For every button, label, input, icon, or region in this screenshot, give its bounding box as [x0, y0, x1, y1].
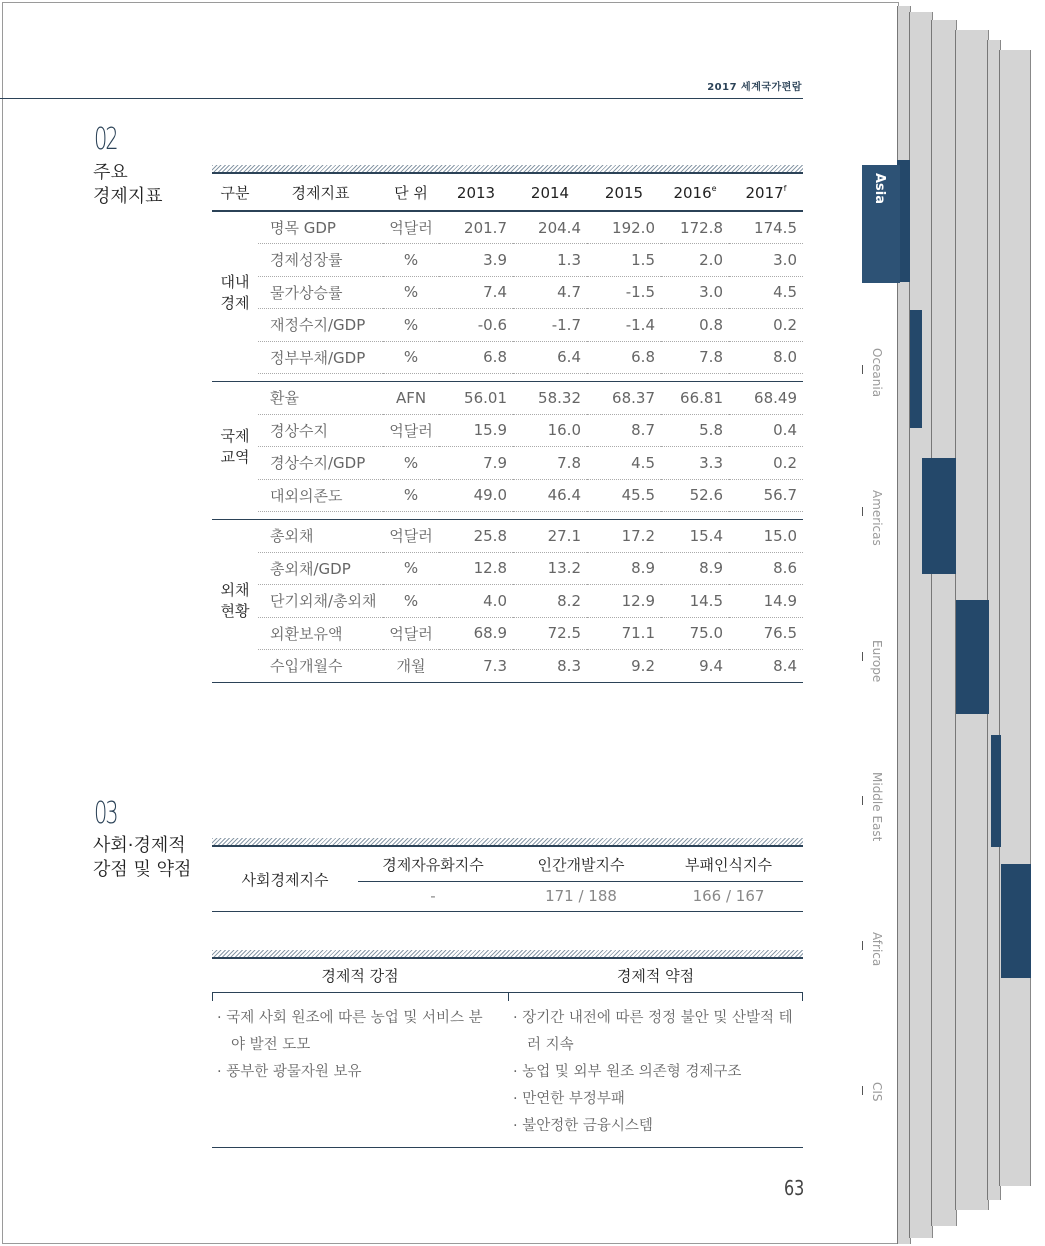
value-cell: -1.7 [513, 309, 587, 342]
value-cell: 201.7 [439, 211, 513, 244]
value-cell: -1.4 [587, 309, 661, 342]
value-cell: 6.8 [587, 341, 661, 374]
value-cell: 4.0 [439, 585, 513, 618]
strengths-title: 경제적 강점 [321, 967, 399, 985]
section-title-line: 경제지표 [93, 186, 163, 207]
edge-tab [910, 310, 922, 428]
weaknesses-list [513, 1005, 798, 1140]
section-title-line: 강점 및 약점 [93, 859, 192, 880]
value-cell: 0.8 [661, 309, 729, 342]
value-cell: 27.1 [513, 520, 587, 553]
value-cell: 3.9 [439, 244, 513, 277]
unit-cell: % [383, 309, 439, 342]
edge-tab [1001, 864, 1031, 978]
separator-cell [212, 374, 803, 382]
list-item: · 농업 및 외부 원조 의존형 경제구조 [513, 1064, 742, 1080]
page-number: 63 [784, 1176, 805, 1200]
value-cell: 56.01 [439, 382, 513, 415]
value-cell: 66.81 [661, 382, 729, 415]
value-cell: 15.9 [439, 414, 513, 447]
group-label-line: 경제 [220, 293, 250, 312]
tab-tick [862, 1086, 863, 1095]
value-cell: 7.4 [439, 276, 513, 309]
tab-tick [862, 796, 863, 805]
value-cell: 172.8 [661, 211, 729, 244]
year-label: 2017 [745, 183, 784, 202]
page-edge [909, 12, 933, 1238]
value-cell: 17.2 [587, 520, 661, 553]
group-label-line: 대내 [220, 272, 250, 291]
tab-middle-east[interactable]: Middle East [870, 772, 884, 842]
table-header-row [212, 848, 803, 881]
indicator-name: 환율 [258, 382, 383, 415]
indicator-name: 경상수지 [258, 414, 383, 447]
value-cell: 6.4 [513, 341, 587, 374]
tab-asia[interactable] [862, 165, 900, 283]
social-index-table [212, 848, 803, 912]
table-row [212, 617, 803, 650]
value-cell: 8.2 [513, 585, 587, 618]
value-cell: 3.0 [729, 244, 803, 277]
col-header-corruption-perception: 부패인식지수 [654, 848, 803, 881]
value-cell: 12.9 [587, 585, 661, 618]
value-cell: 8.0 [729, 341, 803, 374]
section-number: 02 [94, 122, 117, 157]
table-row [212, 244, 803, 277]
value-cell: 7.9 [439, 447, 513, 480]
table-row [212, 382, 803, 415]
indicator-name: 명목 GDP [258, 211, 383, 244]
indicator-name: 대외의존도 [258, 479, 383, 512]
indicator-name: 총외채 [258, 520, 383, 553]
section-title-line: 사회·경제적 [93, 835, 186, 856]
value-cell: 3.3 [661, 447, 729, 480]
value-cell: 4.5 [729, 276, 803, 309]
indicator-name: 총외채/GDP [258, 552, 383, 585]
value-cell: 58.32 [513, 382, 587, 415]
weaknesses-title: 경제적 약점 [616, 967, 695, 985]
economic-indicators-table [212, 175, 803, 683]
value-cell: 9.2 [587, 650, 661, 683]
value-cell: 4.5 [587, 447, 661, 480]
tab-tick [862, 941, 863, 950]
value-cell: 7.8 [513, 447, 587, 480]
value-cell: 8.9 [661, 552, 729, 585]
table-row [212, 479, 803, 512]
value-cell: 68.49 [729, 382, 803, 415]
value-cell: 192.0 [587, 211, 661, 244]
col-header-group: 구분 [212, 175, 258, 211]
value-cell: 2.0 [661, 244, 729, 277]
group-separator [212, 374, 803, 382]
value-human-development: 171 / 188 [508, 881, 654, 911]
row-label: 사회경제지수 [212, 848, 358, 911]
list-item: · 국제 사회 원조에 따른 농업 및 서비스 분야 발전 도모 [217, 1010, 483, 1053]
tab-label: Asia [872, 173, 887, 205]
sw-tick [802, 992, 803, 1001]
unit-cell: 억달러 [383, 211, 439, 244]
table-row [212, 650, 803, 683]
col-header-unit: 단 위 [383, 175, 439, 211]
group-separator [212, 512, 803, 520]
value-cell: 76.5 [729, 617, 803, 650]
tab-africa[interactable]: Africa [870, 932, 884, 967]
indicator-name: 경제성장률 [258, 244, 383, 277]
group-label-line: 현황 [220, 601, 250, 620]
estimate-mark: e [711, 183, 717, 193]
value-cell: 0.2 [729, 447, 803, 480]
value-cell: -0.6 [439, 309, 513, 342]
table-row [212, 414, 803, 447]
value-economic-freedom: - [358, 881, 508, 911]
value-cell: 49.0 [439, 479, 513, 512]
group-label [212, 520, 258, 683]
indicator-name: 물가상승률 [258, 276, 383, 309]
value-cell: 8.6 [729, 552, 803, 585]
value-cell: 4.7 [513, 276, 587, 309]
value-cell: 3.0 [661, 276, 729, 309]
value-cell: 56.7 [729, 479, 803, 512]
value-cell: 52.6 [661, 479, 729, 512]
col-header-indicator: 경제지표 [258, 175, 383, 211]
group-label-line: 국제 [220, 426, 250, 445]
header-rule [0, 98, 803, 99]
unit-cell: 개월 [383, 650, 439, 683]
forecast-mark: f [783, 183, 787, 193]
value-cell: 5.8 [661, 414, 729, 447]
value-cell: 25.8 [439, 520, 513, 553]
section-title [93, 834, 191, 882]
col-header-2017 [729, 175, 803, 211]
unit-cell: % [383, 276, 439, 309]
table-row [212, 341, 803, 374]
value-cell: 12.8 [439, 552, 513, 585]
table-row [212, 447, 803, 480]
list-item: · 만연한 부정부패 [513, 1091, 625, 1107]
value-cell: 15.0 [729, 520, 803, 553]
group-label [212, 211, 258, 374]
group-label-line: 교역 [220, 447, 250, 466]
page-edges [897, 0, 1045, 1246]
value-cell: 72.5 [513, 617, 587, 650]
group-label-line: 외채 [220, 580, 250, 599]
table-row [212, 276, 803, 309]
unit-cell: AFN [383, 382, 439, 415]
tab-tick [862, 652, 863, 661]
value-cell: 1.3 [513, 244, 587, 277]
edge-tab [922, 458, 956, 574]
col-header-economic-freedom: 경제자유화지수 [358, 848, 508, 881]
col-header-human-development: 인간개발지수 [508, 848, 654, 881]
table-row [212, 520, 803, 553]
value-cell: 14.5 [661, 585, 729, 618]
table-row [212, 309, 803, 342]
value-cell: 8.9 [587, 552, 661, 585]
sw-tick [212, 992, 213, 1001]
page-edge [999, 50, 1031, 1186]
unit-cell: 억달러 [383, 414, 439, 447]
indicator-name: 경상수지/GDP [258, 447, 383, 480]
edge-tab [991, 735, 1001, 847]
edge-tab [956, 600, 989, 714]
tab-europe[interactable]: Europe [870, 640, 884, 683]
sw-tick [508, 992, 509, 1001]
value-cell: 14.9 [729, 585, 803, 618]
value-cell: 71.1 [587, 617, 661, 650]
unit-cell: % [383, 552, 439, 585]
indicator-name: 외환보유액 [258, 617, 383, 650]
value-cell: 68.9 [439, 617, 513, 650]
value-cell: 9.4 [661, 650, 729, 683]
col-header-2015: 2015 [587, 175, 661, 211]
col-header-2014: 2014 [513, 175, 587, 211]
value-cell: 8.3 [513, 650, 587, 683]
value-corruption-perception: 166 / 167 [654, 881, 803, 911]
value-cell: 7.3 [439, 650, 513, 683]
tab-oceania[interactable]: Oceania [870, 348, 884, 398]
value-cell: 45.5 [587, 479, 661, 512]
unit-cell: % [383, 585, 439, 618]
col-header-2013: 2013 [439, 175, 513, 211]
group-label [212, 382, 258, 512]
strengths-list [217, 1005, 487, 1086]
value-cell: 204.4 [513, 211, 587, 244]
year-label: 2016 [673, 183, 712, 202]
table-top-bar [212, 165, 803, 174]
sw-bottom-rule [212, 1147, 803, 1148]
value-cell: 174.5 [729, 211, 803, 244]
table-top-bar [212, 950, 803, 959]
list-item: · 장기간 내전에 따른 정정 불안 및 산발적 테러 지속 [513, 1010, 793, 1053]
unit-cell: % [383, 479, 439, 512]
value-cell: 1.5 [587, 244, 661, 277]
unit-cell: % [383, 341, 439, 374]
col-header-2016 [661, 175, 729, 211]
tab-cis[interactable]: CIS [870, 1082, 884, 1102]
table-row [212, 585, 803, 618]
page-edge [931, 20, 957, 1226]
section-title [93, 161, 163, 209]
table-row [212, 552, 803, 585]
value-cell: 16.0 [513, 414, 587, 447]
value-cell: 6.8 [439, 341, 513, 374]
value-cell: 0.4 [729, 414, 803, 447]
value-cell: 8.7 [587, 414, 661, 447]
table-row [212, 211, 803, 244]
tab-tick [862, 507, 863, 516]
indicator-name: 재정수지/GDP [258, 309, 383, 342]
list-item: · 불안정한 금융시스템 [513, 1118, 653, 1134]
tab-tick [862, 365, 863, 374]
tab-americas[interactable]: Americas [870, 490, 884, 546]
section-title-line: 주요 [93, 162, 128, 183]
list-item: · 풍부한 광물자원 보유 [217, 1064, 362, 1080]
unit-cell: % [383, 244, 439, 277]
section-number: 03 [94, 796, 117, 831]
indicator-name: 단기외채/총외채 [258, 585, 383, 618]
value-cell: 13.2 [513, 552, 587, 585]
value-cell: 46.4 [513, 479, 587, 512]
value-cell: 0.2 [729, 309, 803, 342]
table-header-row [212, 175, 803, 211]
value-cell: 15.4 [661, 520, 729, 553]
value-cell: 7.8 [661, 341, 729, 374]
value-cell: 75.0 [661, 617, 729, 650]
value-cell: 8.4 [729, 650, 803, 683]
book-title: 2017 세계국가편람 [707, 82, 802, 93]
separator-cell [212, 512, 803, 520]
indicator-name: 정부부채/GDP [258, 341, 383, 374]
unit-cell: 억달러 [383, 617, 439, 650]
unit-cell: % [383, 447, 439, 480]
value-cell: -1.5 [587, 276, 661, 309]
table-top-bar [212, 838, 803, 847]
indicator-name: 수입개월수 [258, 650, 383, 683]
value-cell: 68.37 [587, 382, 661, 415]
unit-cell: 억달러 [383, 520, 439, 553]
